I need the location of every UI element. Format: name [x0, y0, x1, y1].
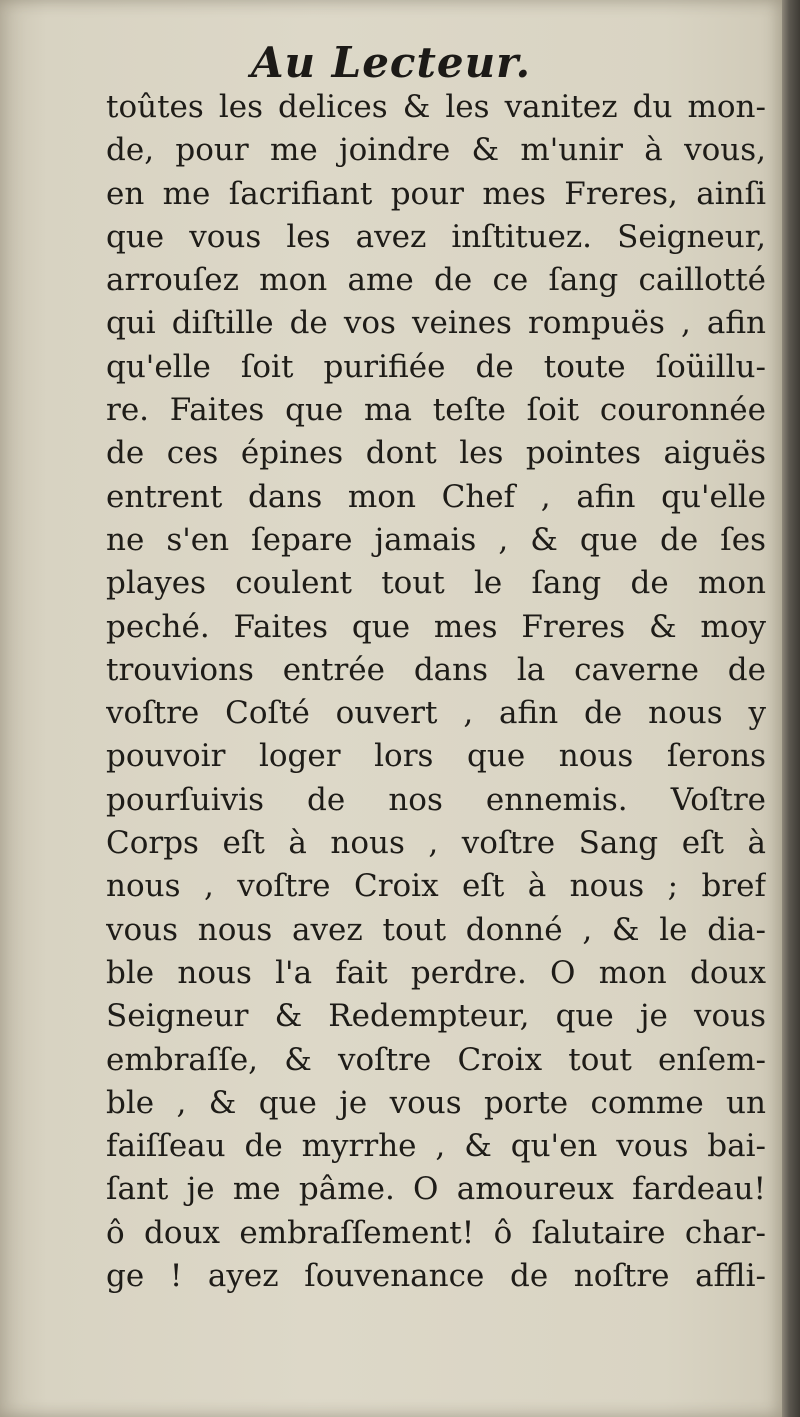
text-line: ne s'en ſepare jamais , & que de ſes: [106, 521, 766, 558]
text-line: de ces épines dont les pointes aiguës: [106, 435, 766, 472]
page-fore-edge: [782, 0, 800, 1417]
text-line: que vous les avez inſtituez. Seigneur,: [106, 218, 766, 255]
text-line: vous nous avez tout donné , & le dia-: [106, 911, 766, 948]
text-line: ſant je me pâme. O amoureux fardeau!: [106, 1171, 766, 1208]
text-line: arrouſez mon ame de ce ſang caillotté: [106, 262, 766, 299]
text-line: nous , voſtre Croix eſt à nous ; bref: [106, 868, 766, 905]
text-line: embraſſe, & voſtre Croix tout enſem-: [106, 1041, 766, 1078]
running-title: Au Lecteur.: [250, 38, 532, 87]
text-line: qui diſtille de vos veines rompuës , afin: [106, 305, 766, 342]
text-line: Corps eſt à nous , voſtre Sang eſt à: [106, 825, 766, 862]
text-line: playes coulent tout le ſang de mon: [106, 565, 766, 602]
text-line: en me ſacrifiant pour mes Freres, ainſi: [106, 175, 766, 212]
text-line: re. Faites que ma teſte ſoit couronnée: [106, 392, 766, 429]
text-line: entrent dans mon Chef , afin qu'elle: [106, 478, 766, 515]
text-line: pourſuivis de nos ennemis. Voſtre: [106, 781, 766, 818]
text-line: trouvions entrée dans la caverne de: [106, 651, 766, 688]
text-line: ge ! ayez ſouvenance de noſtre affli-: [106, 1258, 766, 1295]
text-line: pouvoir loger lors que nous ſerons: [106, 738, 766, 775]
text-line: faiſſeau de myrrhe , & qu'en vous bai-: [106, 1128, 766, 1165]
text-line: ble , & que je vous porte comme un: [106, 1084, 766, 1121]
text-line: voſtre Coſté ouvert , afin de nous y: [106, 695, 766, 732]
text-line: ô doux embraſſement! ô ſalutaire char-: [106, 1214, 766, 1251]
text-line: toûtes les delices & les vanitez du mon-: [106, 89, 766, 125]
page-body-text: [106, 86, 766, 1298]
text-line: Seigneur & Redempteur, que je vous: [106, 998, 766, 1035]
text-line: ble nous l'a fait perdre. O mon doux: [106, 954, 766, 991]
text-line: qu'elle ſoit purifiée de toute ſoüillu-: [106, 348, 766, 385]
text-line: de, pour me joindre & m'unir à vous,: [106, 132, 766, 169]
text-line: peché. Faites que mes Freres & moy: [106, 608, 766, 645]
